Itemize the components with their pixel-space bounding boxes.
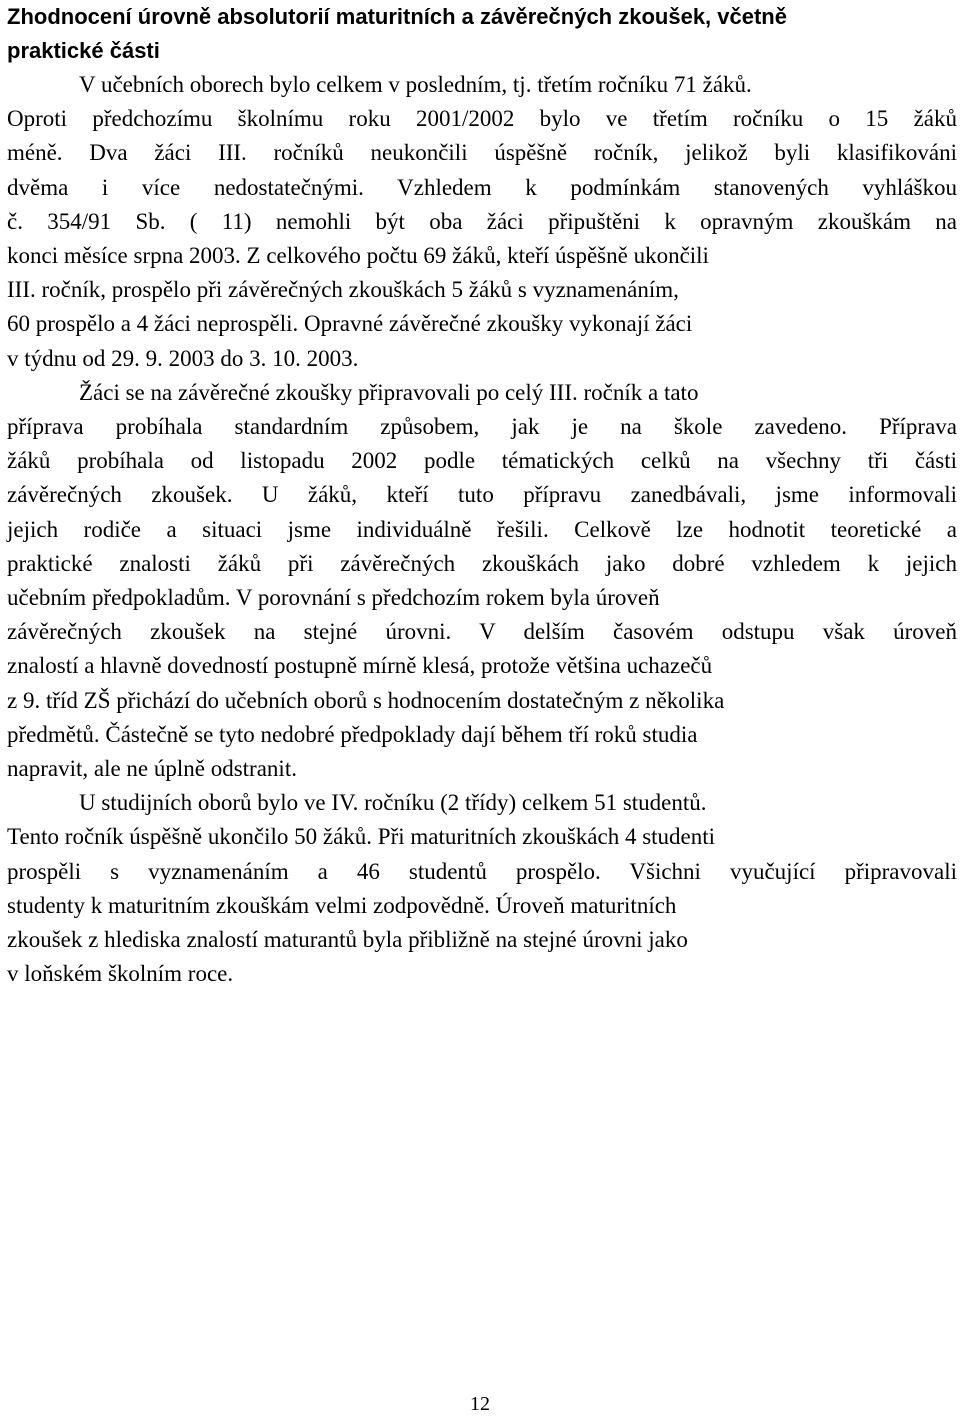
text-line: Žáci se na závěrečné zkoušky připravovali po celý III. ročník a tato <box>79 379 699 405</box>
text-line: zkoušek z hlediska znalostí maturantů byla přibližně na stejné úrovni jako <box>7 927 688 953</box>
text-line: praktické znalosti žáků při závěrečných zkouškách jako dobré vzhledem k jejich <box>7 550 957 576</box>
text-line: U studijních oborů bylo ve IV. ročníku (2 třídy) celkem 51 studentů. <box>79 790 707 816</box>
text-line: jejich rodiče a situaci jsme individuálně řešili. Celkově lze hodnotit teoretické a <box>7 516 957 542</box>
text-line: předmětů. Částečně se tyto nedobré předpoklady dají během tří roků studia <box>7 721 698 747</box>
text-line: prospěli s vyznamenáním a 46 studentů prospělo. Všichni vyučující připravovali <box>7 858 957 884</box>
section-heading <box>7 0 957 68</box>
text-line: dvěma i více nedostatečnými. Vzhledem k podmínkám stanovených vyhláškou <box>7 174 957 200</box>
text-line: závěrečných zkoušek. U žáků, kteří tuto přípravu zanedbávali, jsme informovali <box>7 482 957 508</box>
text-line: učebním předpokladům. V porovnání s předchozím rokem byla úroveň <box>7 585 660 611</box>
text-line: V učebních oborech bylo celkem v posledním, tj. třetím ročníku 71 žáků. <box>79 72 752 97</box>
text-line: v loňském školním roce. <box>7 961 234 987</box>
text-line: studenty k maturitním zkouškám velmi zodpovědně. Úroveň maturitních <box>7 892 677 918</box>
text-line: napravit, ale ne úplně odstranit. <box>7 756 297 782</box>
text-line: III. ročník, prospělo při závěrečných zkouškách 5 žáků s vyznamenáním, <box>7 277 679 303</box>
paragraph-final-exam-preparation <box>7 376 957 786</box>
text-line: konci měsíce srpna 2003. Z celkového počtu 69 žáků, kteří úspěšně ukončili <box>7 243 709 269</box>
text-line: Tento ročník úspěšně ukončilo 50 žáků. Při maturitních zkouškách 4 studenti <box>7 824 716 850</box>
text-line: závěrečných zkoušek na stejné úrovni. V delším časovém odstupu však úroveň <box>7 619 957 645</box>
heading-line: Zhodnocení úrovně absolutorií maturitních a závěrečných zkoušek, včetně <box>7 4 787 29</box>
text-line: v týdnu od 29. 9. 2003 do 3. 10. 2003. <box>7 345 359 371</box>
text-line: méně. Dva žáci III. ročníků neukončili úspěšně ročník, jelikož byli klasifikováni <box>7 140 957 166</box>
text-line: znalostí a hlavně dovedností postupně mírně klesá, protože většina uchazečů <box>7 653 713 679</box>
document-page <box>7 0 957 1416</box>
heading-line: praktické části <box>7 38 160 63</box>
text-line: žáků probíhala od listopadu 2002 podle tématických celků na všechny tři části <box>7 448 957 474</box>
text-line: 60 prospělo a 4 žáci neprospěli. Opravné závěrečné zkoušky vykonají žáci <box>7 311 693 337</box>
paragraph-study-programs-results <box>7 786 957 991</box>
text-line: Oproti předchozímu školnímu roku 2001/2002 bylo ve třetím ročníku o 15 žáků <box>7 106 957 132</box>
text-line: č. 354/91 Sb. ( 11) nemohli být oba žáci připuštěni k opravným zkouškám na <box>7 208 957 234</box>
paragraph-vocational-results <box>7 68 957 376</box>
page-number: 12 <box>470 1393 490 1415</box>
text-line: z 9. tříd ZŠ přichází do učebních oborů s hodnocením dostatečným z několika <box>7 687 725 713</box>
text-line: příprava probíhala standardním způsobem, jak je na škole zavedeno. Příprava <box>7 414 957 440</box>
